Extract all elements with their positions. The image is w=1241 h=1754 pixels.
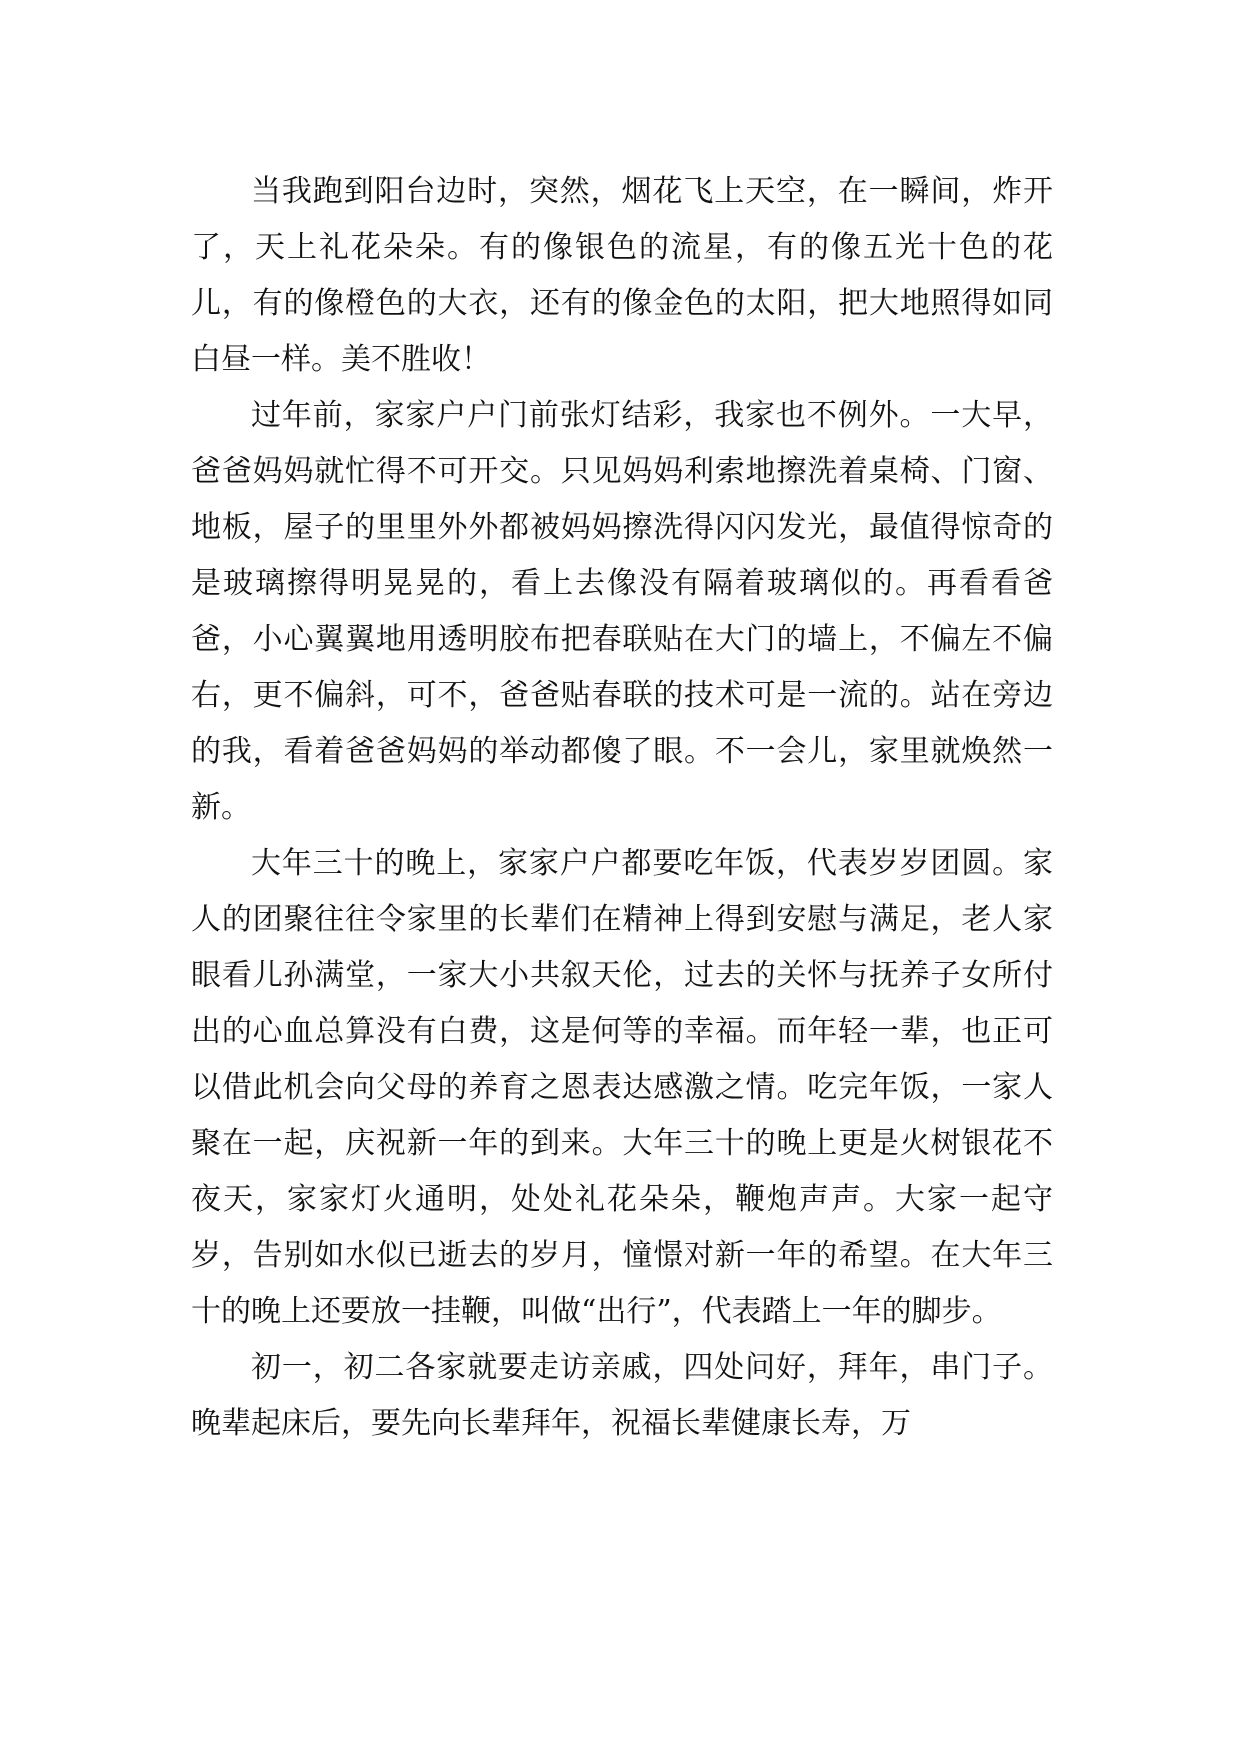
paragraph-new-year-visits: 初一，初二各家就要走访亲戚，四处问好，拜年，串门子。晚辈起床后，要先向长辈拜年，祝福长辈健康长寿，万	[191, 1350, 1053, 1441]
paragraph-new-years-eve: 大年三十的晚上，家家户户都要吃年饭，代表岁岁团圆。家人的团聚往往令家里的长辈们在精神上得到安慰与满足，老人家眼看儿孙满堂，一家大小共叙天伦，过去的关怀与抚养子女所付出的心血总算没有白费，这是何等的幸福。而年轻一辈，也正可以借此机会向父母的养育之恩表达感激之情。吃完年饭，一家人聚在一起，庆祝新一年的到来。大年三十的晚上更是火树银花不夜天，家家灯火通明，处处礼花朵朵，鞭炮声声。大家一起守岁，告别如水似已逝去的岁月，憧憬对新一年的希望。在大年三十的晚上还要放一挂鞭，叫做“出行”，代表踏上一年的脚步。	[191, 846, 1053, 1329]
paragraph-fireworks: 当我跑到阳台边时，突然，烟花飞上天空，在一瞬间，炸开了，天上礼花朵朵。有的像银色的流星，有的像五光十色的花儿，有的像橙色的大衣，还有的像金色的太阳，把大地照得如同白昼一样。美不胜收！	[191, 174, 1053, 377]
paragraph-preparation: 过年前，家家户户门前张灯结彩，我家也不例外。一大早，爸爸妈妈就忙得不可开交。只见妈妈利索地擦洗着桌椅、门窗、地板，屋子的里里外外都被妈妈擦洗得闪闪发光，最值得惊奇的是玻璃擦得明晃晃的，看上去像没有隔着玻璃似的。再看看爸爸，小心翼翼地用透明胶布把春联贴在大门的墙上，不偏左不偏右，更不偏斜，可不，爸爸贴春联的技术可是一流的。站在旁边的我，看着爸爸妈妈的举动都傻了眼。不一会儿，家里就焕然一新。	[191, 398, 1053, 825]
essay-body	[191, 164, 1053, 1452]
